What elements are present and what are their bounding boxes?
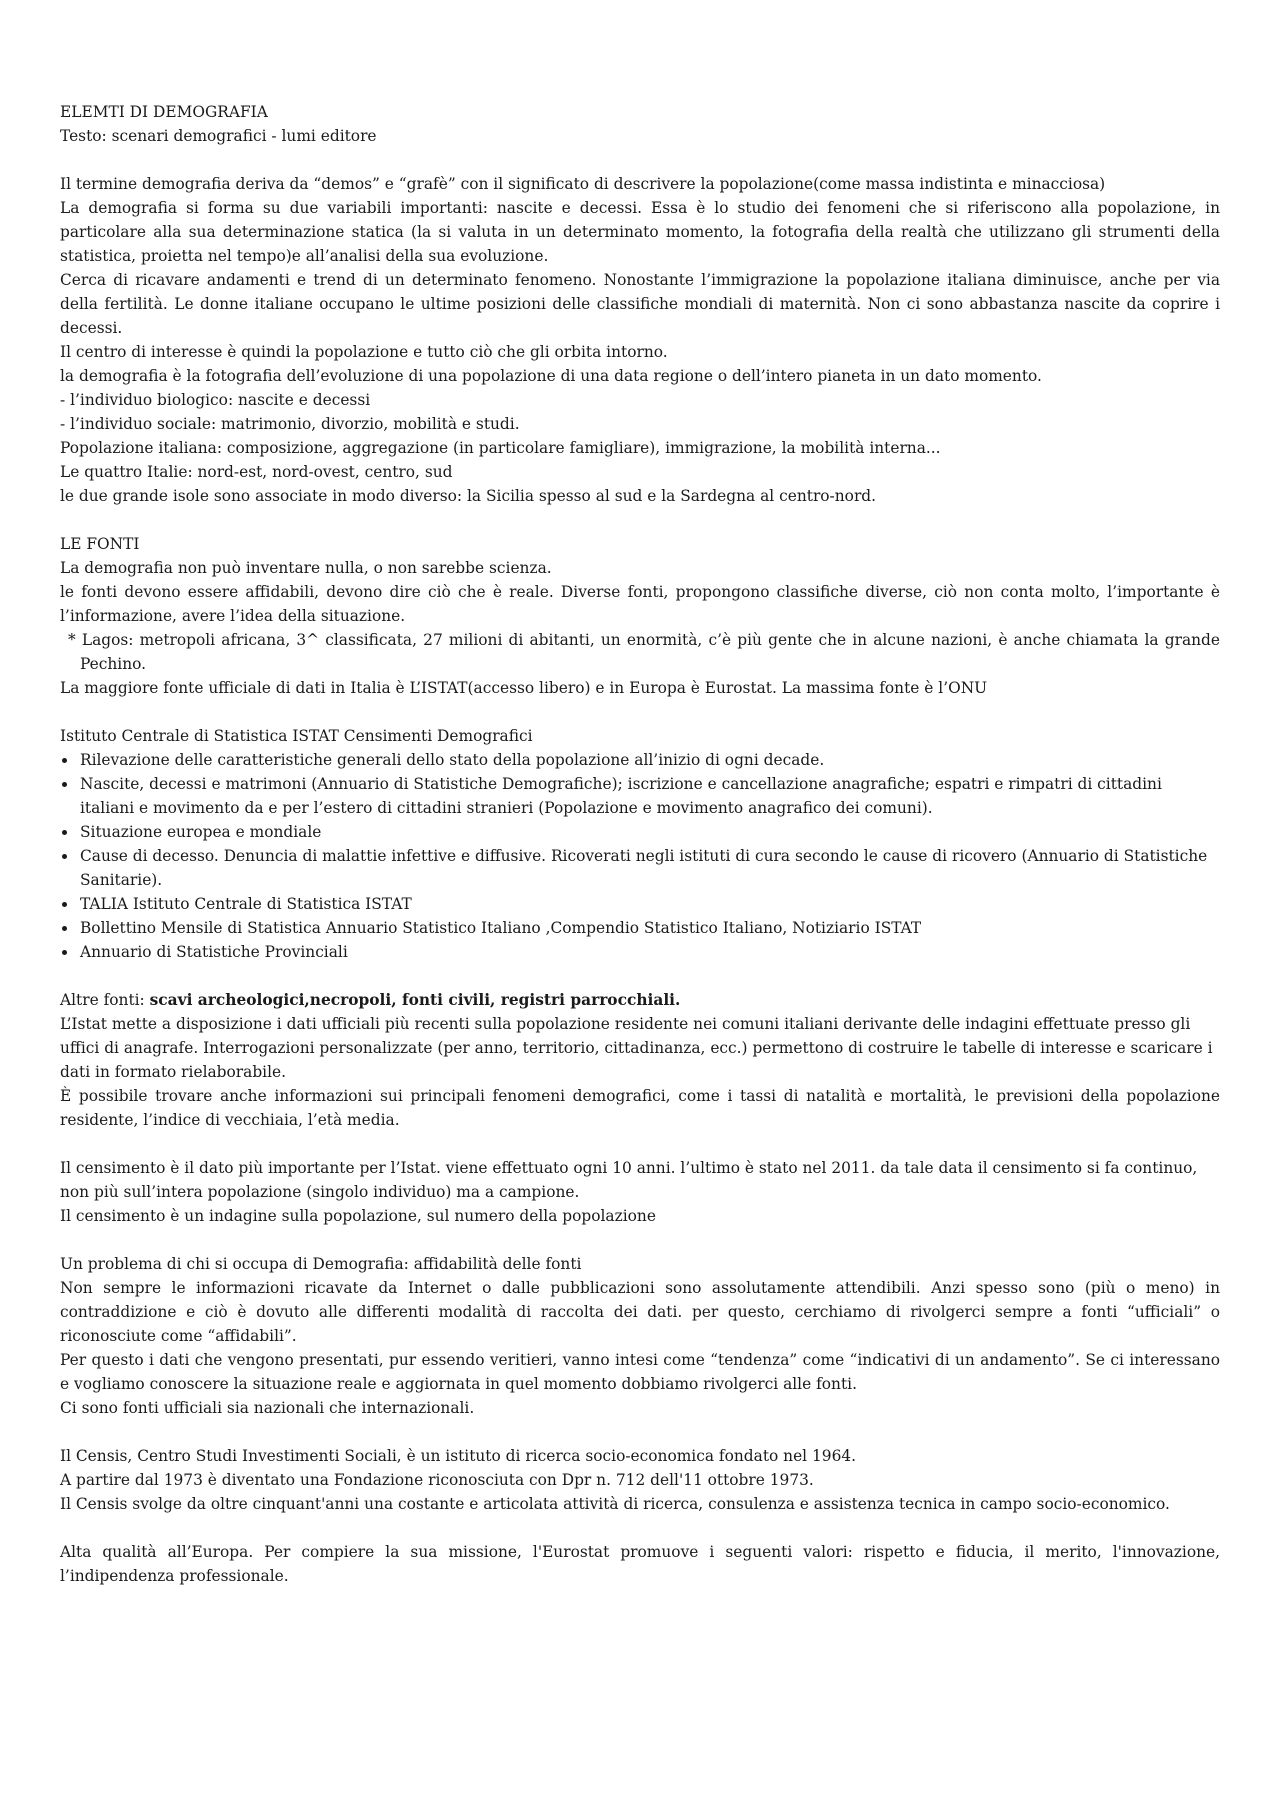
istat-bullet-list: [60, 748, 1220, 964]
list-item-text: Cause di decesso. Denuncia di malattie infettive e diffusive. Ricoverati negli istituti di cura secondo le cause di ricovero (Annuario di Statistiche Sanitarie).: [80, 847, 1208, 889]
censis-paragraph: Il Censis svolge da oltre cinquant'anni una costante e articolata attività di ricerca, consulenza e assistenza tecnica in campo socio-economico.: [60, 1495, 1170, 1513]
altre-fonti-list: scavi archeologici,necropoli, fonti civili, registri parrocchiali.: [149, 991, 681, 1009]
fonti-paragraph: La demografia non può inventare nulla, o non sarebbe scienza.: [60, 559, 552, 577]
section-heading-problema: Un problema di chi si occupa di Demografia: affidabilità delle fonti: [60, 1255, 582, 1273]
bullet-icon: [62, 782, 67, 787]
fonti-paragraph: La maggiore fonte ufficiale di dati in Italia è L’ISTAT(accesso libero) e in Europa è Eurostat. La massima fonte è l’ONU: [60, 679, 988, 697]
list-item-text: Rilevazione delle caratteristiche generali dello stato della popolazione all’inizio di ogni decade.: [80, 751, 825, 769]
bullet-icon: [62, 758, 67, 763]
list-item: [60, 916, 1220, 940]
list-item: [60, 844, 1220, 892]
list-item-text: TALIA Istituto Centrale di Statistica ISTAT: [80, 895, 412, 913]
censis-paragraph: Il Censis, Centro Studi Investimenti Sociali, è un istituto di ricerca socio-economica fondato nel 1964.: [60, 1447, 857, 1465]
document-page: [60, 100, 1220, 1588]
censimento-paragraph: Il censimento è un indagine sulla popolazione, sul numero della popolazione: [60, 1207, 656, 1225]
intro-paragraph: le due grande isole sono associate in modo diverso: la Sicilia spesso al sud e la Sardegna al centro-nord.: [60, 487, 877, 505]
list-item: [60, 820, 1220, 844]
intro-paragraph: - l’individuo biologico: nascite e decessi: [60, 391, 371, 409]
section-heading-istat: Istituto Centrale di Statistica ISTAT Censimenti Demografici: [60, 727, 533, 745]
bullet-icon: [62, 926, 67, 931]
intro-paragraph: la demografia è la fotografia dell’evoluzione di una popolazione di una data regione o dell’intero pianeta in un dato momento.: [60, 367, 1042, 385]
bullet-icon: [62, 950, 67, 955]
problema-paragraph: Non sempre le informazioni ricavate da Internet o dalle pubblicazioni sono assolutamente attendibili. Anzi spesso sono (più o meno) in contraddizione e ciò è dovuto alle differenti modalità di raccolta dei dati. per questo, cerchiamo di rivolgerci sempre a fonti “ufficiali” o riconosciute come “affidabili”.: [60, 1279, 1220, 1345]
altre-fonti-label: Altre fonti:: [60, 991, 150, 1009]
censimento-paragraph: Il censimento è il dato più importante per l’Istat. viene effettuato ogni 10 anni. l’ultimo è stato nel 2011. da tale data il censimento si fa continuo, non più sull’intera popolazione (singolo individuo) ma a campione.: [60, 1159, 1198, 1201]
altre-paragraph: L’Istat mette a disposizione i dati ufficiali più recenti sulla popolazione residente nei comuni italiani derivante delle indagini effettuate presso gli uffici di anagrafe. Interrogazioni personalizzate (per anno, territorio, cittadinanza, ecc.) permettono di costruire le tabelle di interesse e scaricare i dati in formato rielaborabile.: [60, 1015, 1213, 1081]
censis-paragraph: A partire dal 1973 è diventato una Fondazione riconosciuta con Dpr n. 712 dell'11 ottobre 1973.: [60, 1471, 814, 1489]
bullet-icon: [62, 830, 67, 835]
list-item-text: Situazione europea e mondiale: [80, 823, 322, 841]
doc-subtitle: Testo: scenari demografici - lumi editore: [60, 127, 377, 145]
fonti-note: * Lagos: metropoli africana, 3^ classificata, 27 milioni di abitanti, un enormità, c’è più gente che in alcune nazioni, è anche chiamata la grande Pechino.: [68, 631, 1220, 673]
list-item: [60, 892, 1220, 916]
problema-paragraph: Per questo i dati che vengono presentati, pur essendo veritieri, vanno intesi come “tendenza” come “indicativi di un andamento”. Se ci interessano e vogliamo conoscere la situazione reale e aggiornata in quel momento dobbiamo rivolgerci alle fonti.: [60, 1351, 1220, 1393]
problema-paragraph: Ci sono fonti ufficiali sia nazionali che internazionali.: [60, 1399, 475, 1417]
list-item-text: Annuario di Statistiche Provinciali: [80, 943, 348, 961]
list-item-text: Nascite, decessi e matrimoni (Annuario di Statistiche Demografiche); iscrizione e cancellazione anagrafiche; espatri e rimpatri di cittadini italiani e movimento da e per l’estero di cittadini stranieri (Popolazione e movimento anagrafico dei comuni).: [80, 775, 1162, 817]
intro-paragraph: Le quattro Italie: nord-est, nord-ovest, centro, sud: [60, 463, 453, 481]
doc-title: ELEMTI DI DEMOGRAFIA: [60, 103, 268, 121]
intro-paragraph: Popolazione italiana: composizione, aggregazione (in particolare famigliare), immigrazione, la mobilità interna...: [60, 439, 941, 457]
intro-paragraph: La demografia si forma su due variabili importanti: nascite e decessi. Essa è lo studio dei fenomeni che si riferiscono alla popolazione, in particolare alla sua determinazione statica (la si valuta in un determinato momento, la fotografia della realtà che utilizzano gli strumenti della statistica, proietta nel tempo)e all’analisi della sua evoluzione.: [60, 199, 1220, 265]
fonti-paragraph: le fonti devono essere affidabili, devono dire ciò che è reale. Diverse fonti, propongono classifiche diverse, ciò non conta molto, l’importante è l’informazione, avere l’idea della situazione.: [60, 583, 1220, 625]
list-item: [60, 940, 1220, 964]
intro-paragraph: - l’individuo sociale: matrimonio, divorzio, mobilità e studi.: [60, 415, 520, 433]
list-item-text: Bollettino Mensile di Statistica Annuario Statistico Italiano ,Compendio Statistico Italiano, Notiziario ISTAT: [80, 919, 922, 937]
altre-paragraph: È possibile trovare anche informazioni sui principali fenomeni demografici, come i tassi di natalità e mortalità, le previsioni della popolazione residente, l’indice di vecchiaia, l’età media.: [60, 1087, 1220, 1129]
bullet-icon: [62, 854, 67, 859]
section-heading-fonti: LE FONTI: [60, 535, 140, 553]
intro-paragraph: Cerca di ricavare andamenti e trend di un determinato fenomeno. Nonostante l’immigrazione la popolazione italiana diminuisce, anche per via della fertilità. Le donne italiane occupano le ultime posizioni delle classifiche mondiali di maternità. Non ci sono abbastanza nascite da coprire i decessi.: [60, 271, 1220, 337]
intro-paragraph: Il centro di interesse è quindi la popolazione e tutto ciò che gli orbita intorno.: [60, 343, 668, 361]
altre-fonti-line: [60, 988, 1220, 1012]
bullet-icon: [62, 902, 67, 907]
eurostat-paragraph: Alta qualità all’Europa. Per compiere la sua missione, l'Eurostat promuove i seguenti valori: rispetto e fiducia, il merito, l'innovazione, l’indipendenza professionale.: [60, 1543, 1220, 1585]
intro-paragraph: Il termine demografia deriva da “demos” e “grafè” con il significato di descrivere la popolazione(come massa indistinta e minacciosa): [60, 175, 1106, 193]
list-item: [60, 748, 1220, 772]
list-item: [60, 772, 1220, 820]
